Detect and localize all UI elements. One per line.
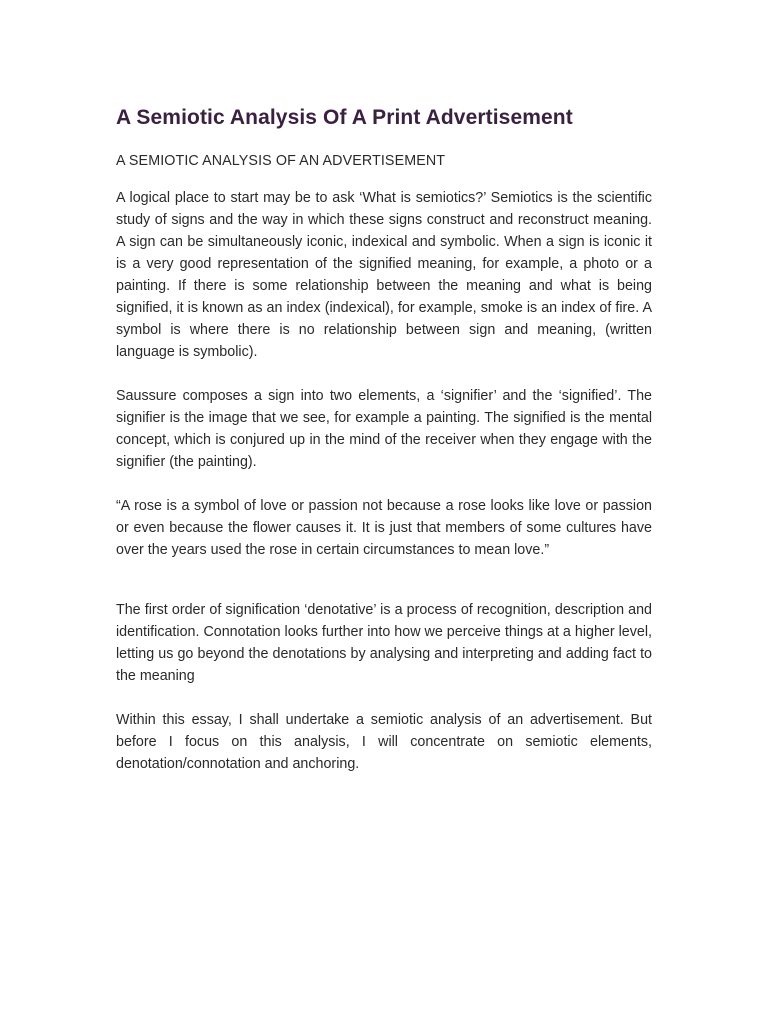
document-subtitle: A SEMIOTIC ANALYSIS OF AN ADVERTISEMENT [116,153,446,169]
document-page [116,100,652,775]
paragraph-saussure: Saussure composes a sign into two elements, a ‘signifier’ and the ‘signified’. The signifier is the image that we see, for example a painting. The signified is the mental concept, which is conjured up in the mind of the receiver when they engage with the signifier (the painting). [116,388,652,470]
document-title: A Semiotic Analysis Of A Print Advertisement [116,106,573,129]
paragraph-semiotics-intro: A logical place to start may be to ask ‘What is semiotics?’ Semiotics is the scientific study of signs and the way in which these signs construct and reconstruct meaning. A sign can be simultaneously iconic, indexical and symbolic. When a sign is iconic it is a very good representation of the signified meaning, for example, a photo or a painting. If there is some relationship between the meaning and what is being signified, it is known as an index (indexical), for example, smoke is an index of fire. A symbol is where there is no relationship between sign and meaning, (written language is symbolic). [116,190,652,360]
paragraph-rose-quote: “A rose is a symbol of love or passion not because a rose looks like love or passion or even because the flower causes it. It is just that members of some cultures have over the years used the rose in certain circumstances to mean love.” [116,498,652,558]
paragraph-signification: The first order of signification ‘denotative’ is a process of recognition, description and identification. Connotation looks further into how we perceive things at a higher level, letting us go beyond the denotations by analysing and interpreting and adding fact to the meaning [116,602,652,684]
paragraph-essay-aim: Within this essay, I shall undertake a semiotic analysis of an advertisement. But before I focus on this analysis, I will concentrate on semiotic elements, denotation/connotation and anchoring. [116,712,652,772]
